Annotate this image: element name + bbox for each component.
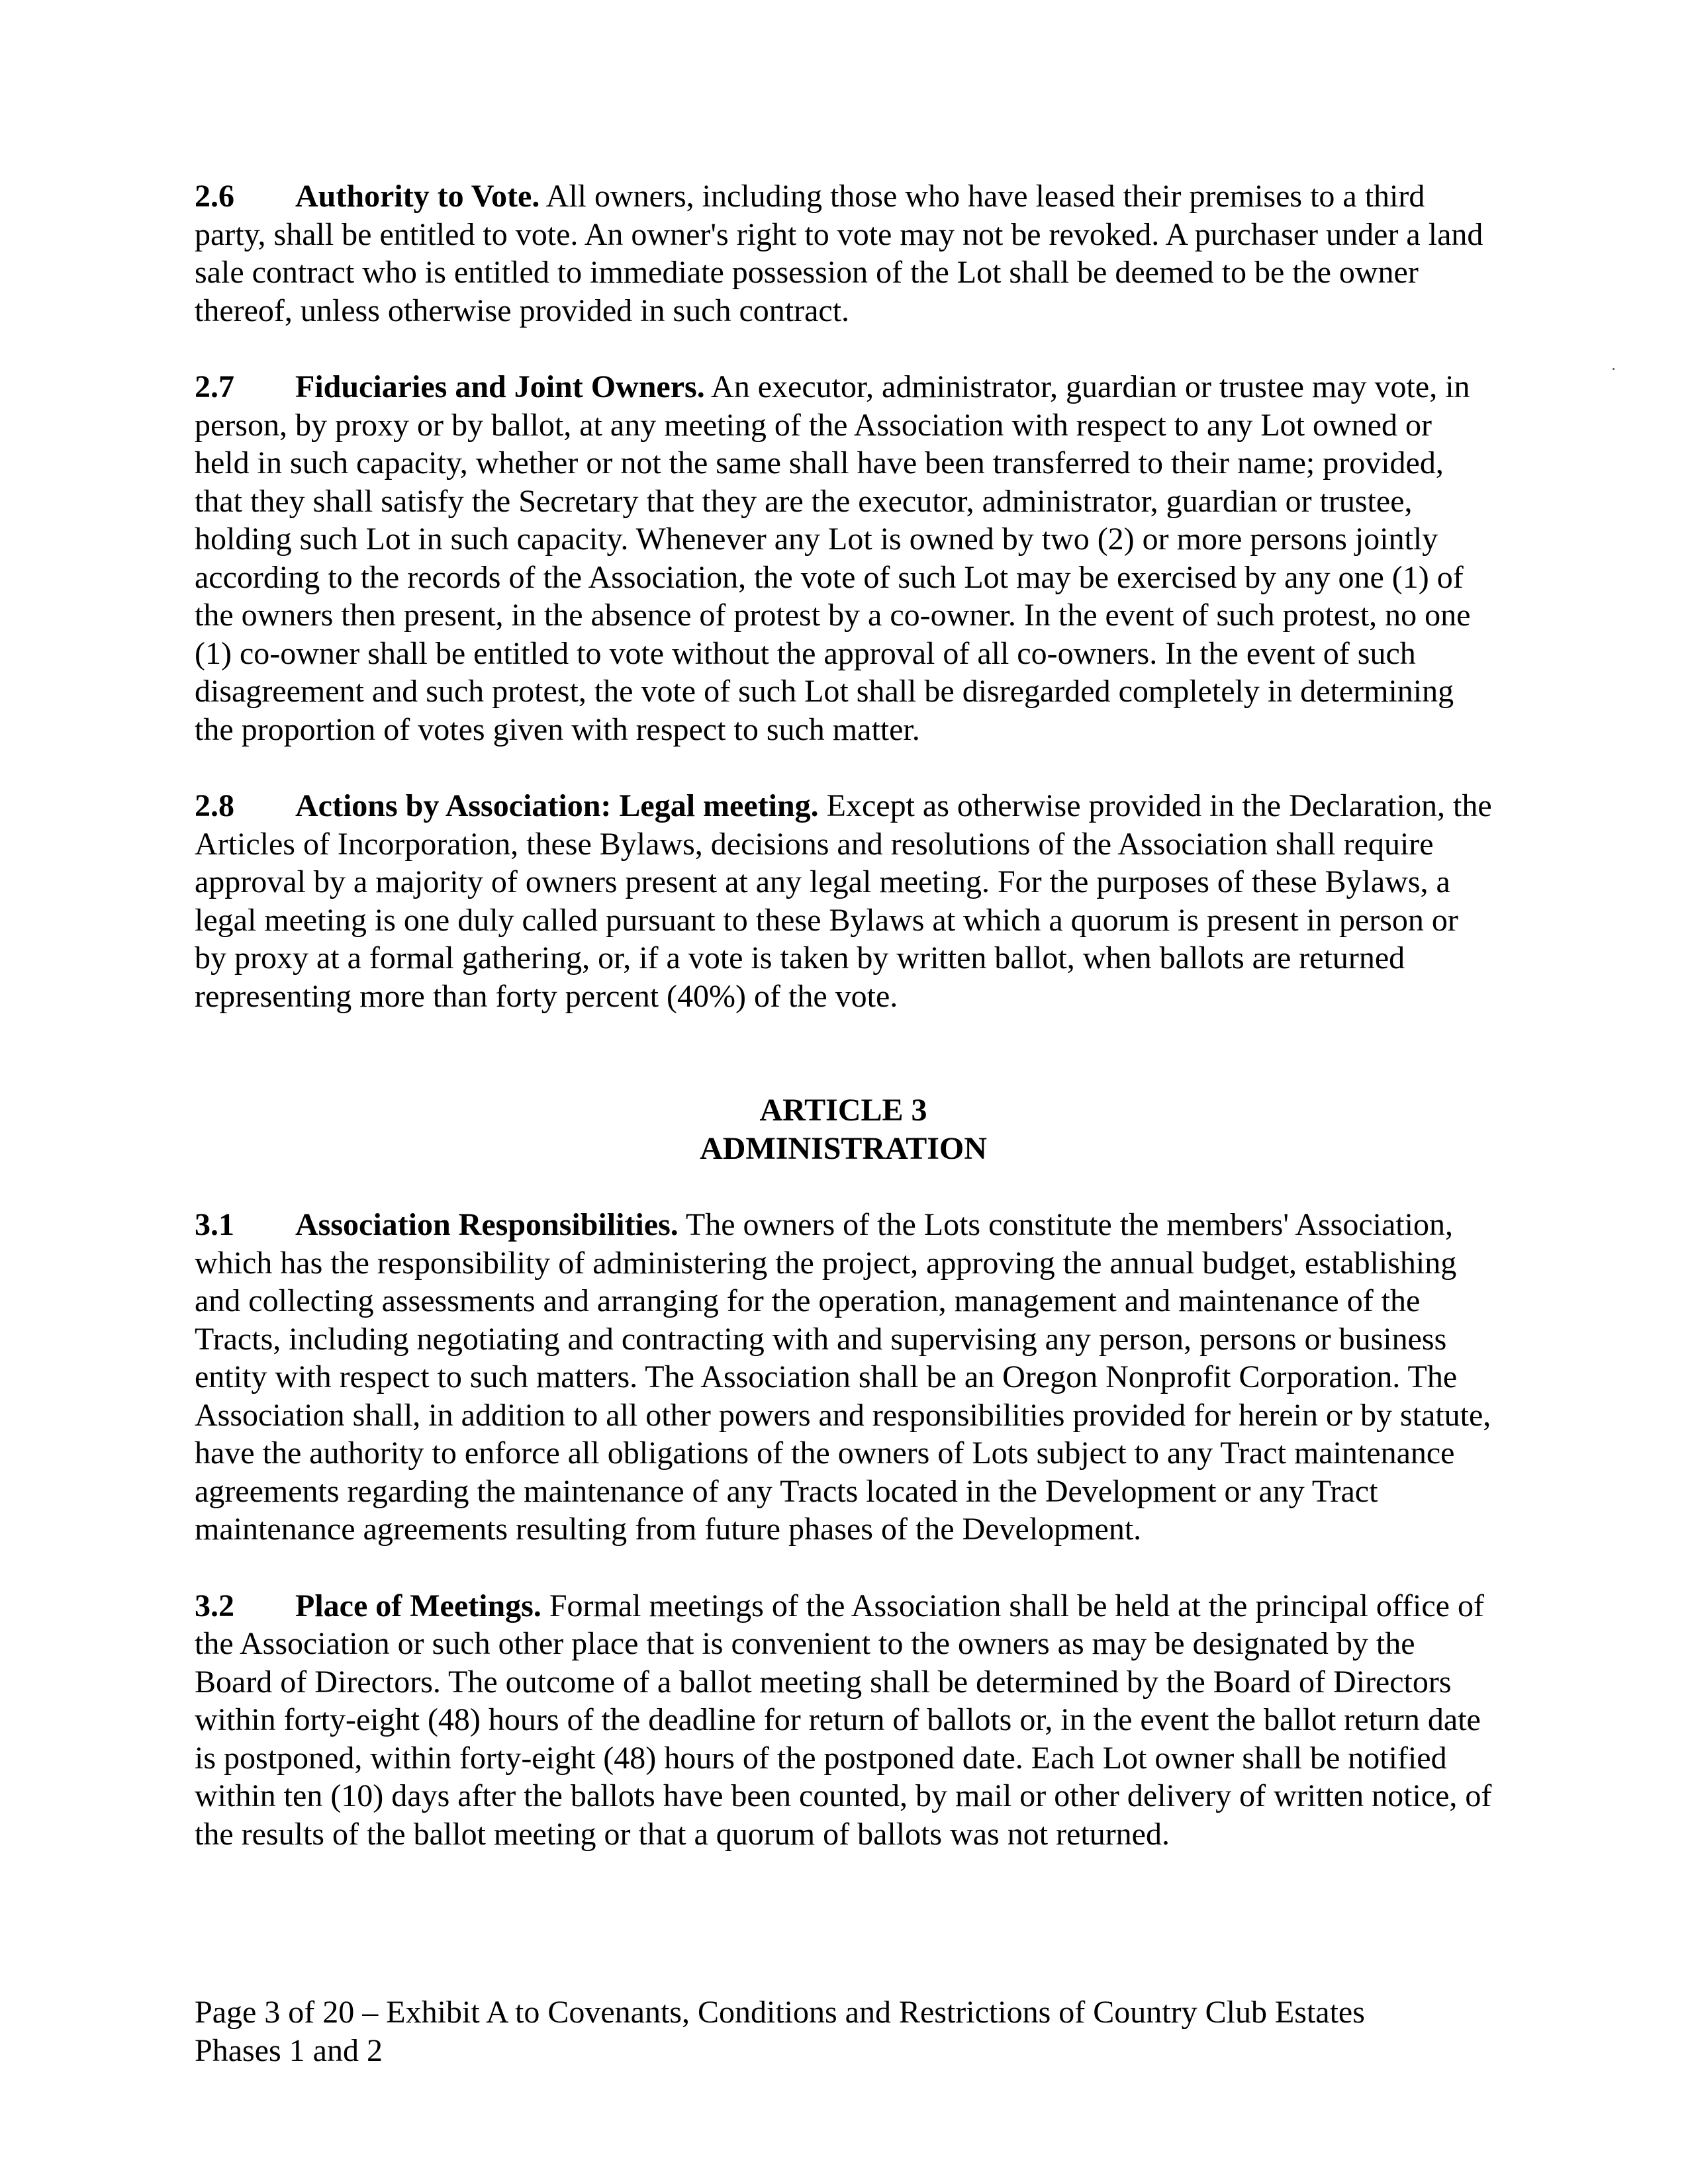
section-body: The owners of the Lots constitute the members' Association, which has the responsibility of administering the project, approving the annual budget, establishing and collecting assessments and arranging for the operation, management and maintenance of the Tracts, including negotiating and contracting with and supervising any person, persons or business entity with respect to such matters. The Association shall be an Oregon Nonprofit Corporation. The Association shall, in addition to all other powers and responsibilities provided for herein or by statute, have the authority to enforce all obligations of the owners of Lots subject to any Tract maintenance agreements regarding the maintenance of any Tracts located in the Development or any Tract maintenance agreements resulting from future phases of the Development. [195, 1207, 1491, 1547]
section-paragraph [195, 1587, 1492, 1854]
section-body: An executor, administrator, guardian or trustee may vote, in person, by proxy or by ballot, at any meeting of the Association with respect to any Lot owned or held in such capacity, whether or not the same shall have been transferred to their name; provided, that they shall satisfy the Secretary that they are the executor, administrator, guardian or trustee, holding such Lot in such capacity. Whenever any Lot is owned by two (2) or more persons jointly according to the records of the Association, the vote of such Lot may be exercised by any one (1) of the owners then present, in the absence of protest by a co-owner. In the event of such protest, no one (1) co-owner shall be entitled to vote without the approval of all co-owners. In the event of such disagreement and such protest, the vote of such Lot shall be disregarded completely in determining the proportion of votes given with respect to such matter. [195, 369, 1471, 747]
page-footer [195, 1993, 1492, 2070]
section-body: Formal meetings of the Association shall be held at the principal office of the Association or such other place that is convenient to the owners as may be designated by the Board of Directors. The outcome of a ballot meeting shall be determined by the Board of Directors within forty-eight (48) hours of the deadline for return of ballots or, in the event the ballot return date is postponed, within forty-eight (48) hours of the postponed date. Each Lot owner shall be notified within ten (10) days after the ballots have been counted, by mail or other delivery of written notice, of the results of the ballot meeting or that a quorum of ballots was not returned. [195, 1588, 1492, 1852]
article-title: ADMINISTRATION [700, 1130, 987, 1166]
section-heading: Place of Meetings. [295, 1588, 541, 1623]
section-paragraph [195, 1206, 1492, 1549]
footer-line: Phases 1 and 2 [195, 2032, 383, 2068]
section-number: 3.1 [195, 1207, 234, 1242]
section-heading: Association Responsibilities. [295, 1207, 679, 1242]
section-3-2 [195, 1587, 1492, 1854]
section-body: Except as otherwise provided in the Declaration, the Articles of Incorporation, these Bylaws, decisions and resolutions of the Association shall require approval by a majority of owners present at any legal meeting. For the purposes of these Bylaws, a legal meeting is one duly called pursuant to these Bylaws at which a quorum is present in person or by proxy at a formal gathering, or, if a vote is taken by written ballot, when ballots are returned representing more than forty percent (40%) of the vote. [195, 788, 1492, 1014]
footer-line: Page 3 of 20 – Exhibit A to Covenants, Conditions and Restrictions of Country Club Estates [195, 1995, 1365, 2030]
section-number: 3.2 [195, 1588, 234, 1623]
section-heading: Authority to Vote. [295, 179, 540, 214]
section-paragraph [195, 787, 1492, 1015]
article-heading [195, 1091, 1492, 1167]
section-body: All owners, including those who have leased their premises to a third party, shall be entitled to vote. An owner's right to vote may not be revoked. A purchaser under a land sale contract who is entitled to immediate possession of the Lot shall be deemed to be the owner thereof, unless otherwise provided in such contract. [195, 179, 1483, 328]
section-heading: Fiduciaries and Joint Owners. [295, 369, 705, 404]
article-number: ARTICLE 3 [759, 1093, 927, 1128]
section-paragraph [195, 177, 1492, 330]
section-paragraph [195, 368, 1492, 749]
section-2-7 [195, 368, 1492, 749]
section-number: 2.8 [195, 788, 234, 823]
scan-speck [1613, 368, 1615, 370]
page-content [195, 177, 1492, 1891]
section-3-1 [195, 1206, 1492, 1549]
section-number: 2.6 [195, 179, 234, 214]
section-2-6 [195, 177, 1492, 330]
section-heading: Actions by Association: Legal meeting. [295, 788, 819, 823]
section-number: 2.7 [195, 369, 234, 404]
section-2-8 [195, 787, 1492, 1015]
